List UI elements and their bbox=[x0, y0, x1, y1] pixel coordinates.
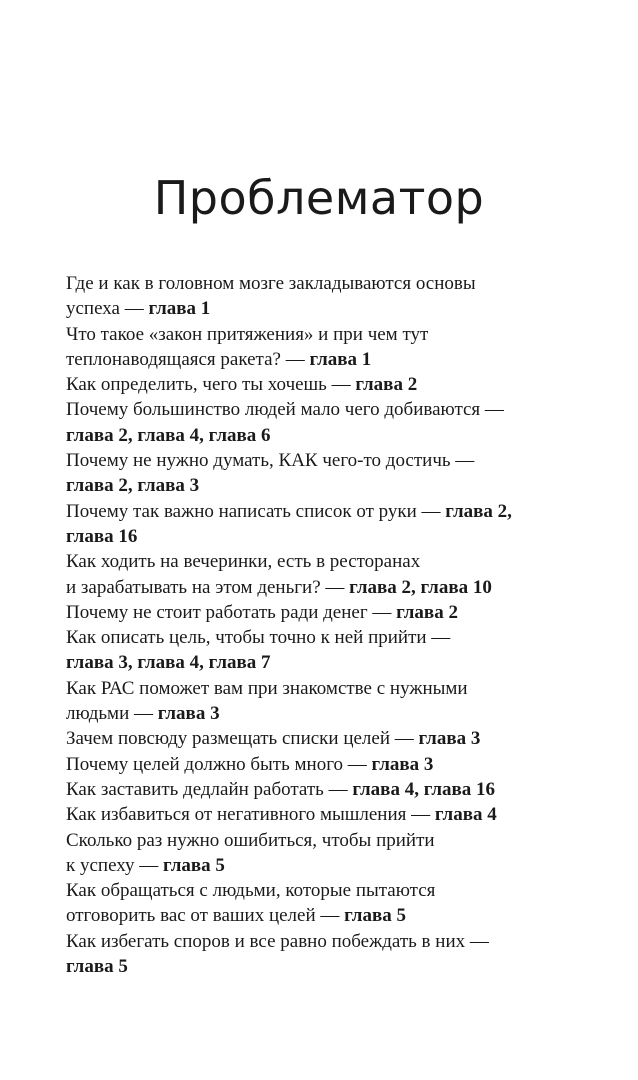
chapter-reference: глава 5 bbox=[66, 956, 128, 978]
index-entry-line bbox=[66, 853, 566, 878]
index-entry-line bbox=[66, 777, 566, 802]
index-entry-line bbox=[66, 448, 566, 473]
topic-text: Как РАС поможет вам при знакомстве с нужными bbox=[66, 677, 468, 699]
index-entry-line bbox=[66, 423, 566, 448]
index-entry-line bbox=[66, 929, 566, 954]
index-entry bbox=[66, 322, 566, 373]
index-entry-line bbox=[66, 347, 566, 372]
index-entry bbox=[66, 499, 566, 550]
index-entry bbox=[66, 777, 566, 802]
index-entry-line bbox=[66, 954, 566, 979]
index-entry-line bbox=[66, 372, 566, 397]
topic-text: Как обращаться с людьми, которые пытаются bbox=[66, 880, 436, 902]
index-entry bbox=[66, 802, 566, 827]
chapter-reference: глава 2, глава 10 bbox=[349, 576, 492, 598]
topic-text: Что такое «закон притяжения» и при чем тут bbox=[66, 323, 429, 345]
index-entry-line bbox=[66, 575, 566, 600]
chapter-reference: глава 2, глава 4, глава 6 bbox=[66, 424, 271, 446]
index-entry bbox=[66, 372, 566, 397]
chapter-reference: глава 4, глава 16 bbox=[352, 778, 496, 800]
chapter-reference: глава 2 bbox=[355, 374, 418, 396]
index-entry bbox=[66, 878, 566, 929]
topic-text: Как ходить на вечеринки, есть в ресторанах bbox=[66, 551, 421, 573]
index-entry-line bbox=[66, 828, 566, 853]
topic-text: теплонаводящаяся ракета? — bbox=[66, 348, 310, 370]
index-entry-line bbox=[66, 878, 566, 903]
topic-text: Почему не стоит работать ради денег — bbox=[66, 601, 397, 623]
topic-index-list bbox=[66, 271, 566, 979]
index-entry-line bbox=[66, 676, 566, 701]
index-entry-line bbox=[66, 549, 566, 574]
index-entry bbox=[66, 676, 566, 727]
index-entry bbox=[66, 752, 566, 777]
index-entry-line bbox=[66, 726, 566, 751]
chapter-reference: глава 2, глава 3 bbox=[66, 475, 200, 497]
index-entry-line bbox=[66, 701, 566, 726]
index-entry-line bbox=[66, 271, 566, 296]
index-entry bbox=[66, 726, 566, 751]
chapter-reference: глава 2, bbox=[445, 500, 512, 522]
index-entry-line bbox=[66, 499, 566, 524]
index-entry bbox=[66, 625, 566, 676]
index-entry-line bbox=[66, 473, 566, 498]
index-entry-line bbox=[66, 322, 566, 347]
topic-text: Где и как в головном мозге закладываются основы bbox=[66, 273, 476, 294]
topic-text: Почему целей должно быть много — bbox=[66, 753, 372, 775]
index-entry bbox=[66, 549, 566, 600]
topic-text: Как избегать споров и все равно побеждать в них — bbox=[66, 930, 489, 952]
topic-text: успеха — bbox=[66, 298, 149, 320]
chapter-reference: глава 3 bbox=[418, 728, 481, 750]
index-entry bbox=[66, 271, 566, 322]
topic-text: к успеху — bbox=[66, 854, 164, 876]
topic-text: людьми — bbox=[66, 703, 158, 725]
topic-text: Почему большинство людей мало чего добиваются — bbox=[66, 399, 504, 421]
chapter-reference: глава 3 bbox=[371, 753, 434, 775]
index-entry bbox=[66, 929, 566, 980]
index-entry-line bbox=[66, 650, 566, 675]
chapter-reference: глава 1 bbox=[148, 298, 211, 320]
chapter-reference: глава 3 bbox=[157, 703, 220, 725]
topic-text: и зарабатывать на этом деньги? — bbox=[66, 576, 350, 598]
index-entry-line bbox=[66, 524, 566, 549]
index-entry bbox=[66, 448, 566, 499]
chapter-reference: глава 4 bbox=[434, 804, 497, 826]
topic-text: отговорить вас от ваших целей — bbox=[66, 905, 345, 927]
topic-text: Зачем повсюду размещать списки целей — bbox=[66, 728, 419, 750]
index-entry-line bbox=[66, 903, 566, 928]
index-entry-line bbox=[66, 296, 566, 321]
chapter-reference: глава 16 bbox=[66, 525, 138, 547]
topic-text: Сколько раз нужно ошибиться, чтобы прийти bbox=[66, 829, 435, 851]
chapter-reference: глава 3, глава 4, глава 7 bbox=[66, 652, 271, 674]
index-entry-line bbox=[66, 625, 566, 650]
index-entry bbox=[66, 397, 566, 448]
index-entry bbox=[66, 600, 566, 625]
index-entry-line bbox=[66, 397, 566, 422]
index-entry-line bbox=[66, 752, 566, 777]
topic-text: Почему так важно написать список от руки — bbox=[66, 500, 446, 522]
topic-text: Как избавиться от негативного мышления — bbox=[66, 804, 435, 826]
topic-text: Как описать цель, чтобы точно к ней прийти — bbox=[66, 627, 451, 649]
index-entry bbox=[66, 828, 566, 879]
index-entry-line bbox=[66, 600, 566, 625]
chapter-reference: глава 5 bbox=[344, 905, 406, 927]
chapter-reference: глава 5 bbox=[163, 854, 225, 876]
topic-text: Как заставить дедлайн работать — bbox=[66, 778, 353, 800]
topic-text: Почему не нужно думать, КАК чего-то достичь — bbox=[66, 450, 475, 472]
chapter-reference: глава 1 bbox=[309, 348, 372, 370]
page-title: Проблематор bbox=[153, 171, 485, 225]
topic-text: Как определить, чего ты хочешь — bbox=[66, 374, 356, 396]
chapter-reference: глава 2 bbox=[396, 601, 458, 623]
index-entry-line bbox=[66, 802, 566, 827]
